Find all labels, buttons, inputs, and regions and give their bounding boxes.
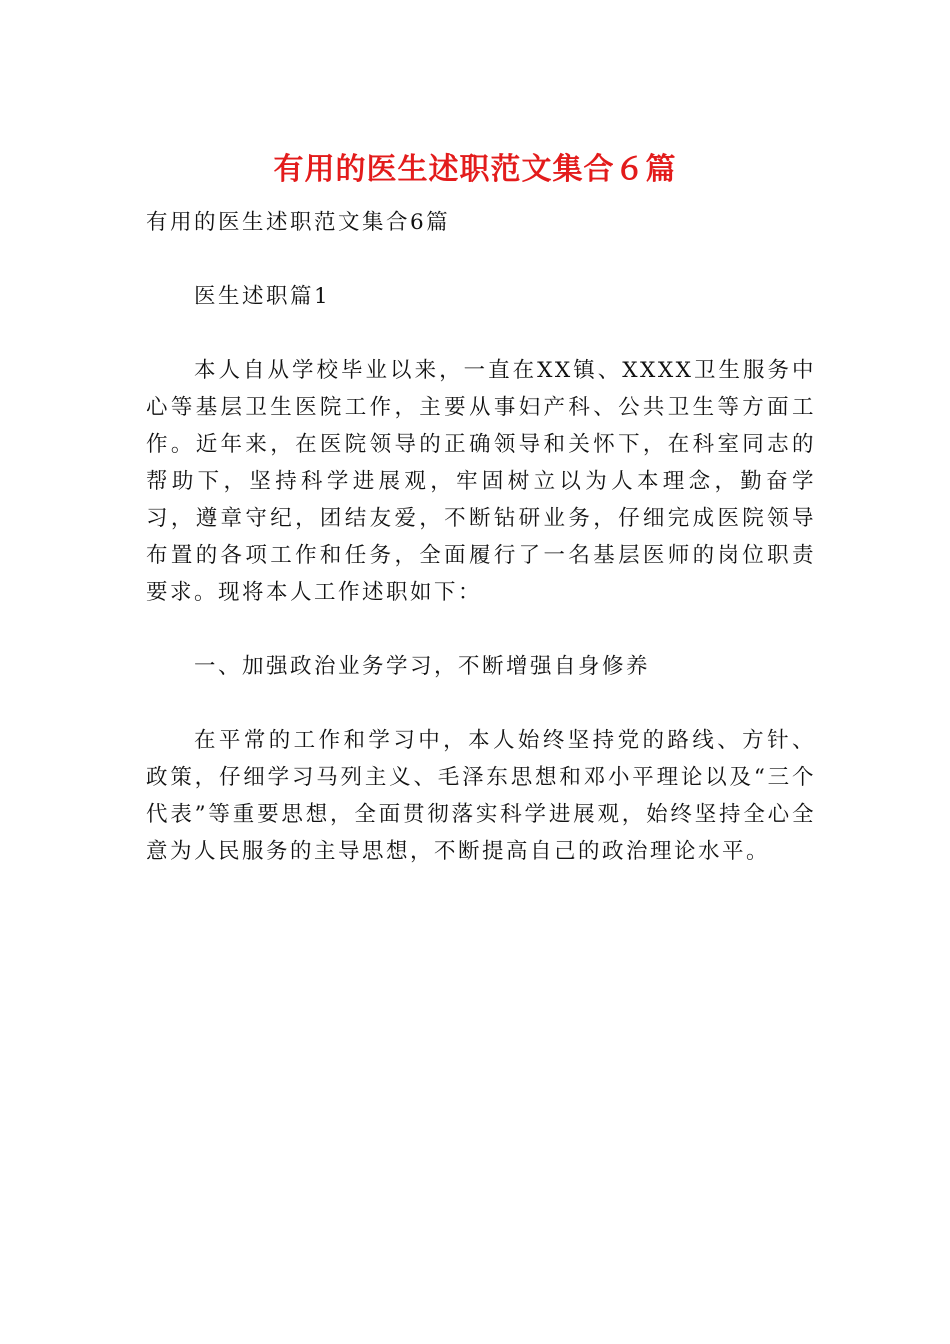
section-heading-1: 医生述职篇1 bbox=[194, 284, 331, 309]
subtitle-paragraph: 有用的医生述职范文集合6篇 bbox=[146, 210, 451, 235]
document-title: 有用的医生述职范文集合６篇 bbox=[273, 152, 677, 187]
body-paragraph-1: 本人自从学校毕业以来，一直在XX镇、XXXX卫生服务中心等基层卫生医院工作，主要从事妇产科、公共卫生等方面工作。近年来，在医院领导的正确领导和关怀下，在科室同志的帮助下，坚持科学进展观，牢固树立以为人本理念，勤奋学习，遵章守纪，团结友爱，不断钻研业务，仔细完成医院领导布置的各项工作和任务，全面履行了一名基层医师的岗位职责要求。现将本人工作述职如下： bbox=[146, 358, 816, 605]
section-heading-2: 一、加强政治业务学习，不断增强自身修养 bbox=[194, 654, 651, 679]
document-body bbox=[146, 204, 816, 907]
body-paragraph-2: 在平常的工作和学习中，本人始终坚持党的路线、方针、政策，仔细学习马列主义、毛泽东思想和邓小平理论以及“三个代表”等重要思想，全面贯彻落实科学进展观，始终坚持全心全意为人民服务的主导思想，不断提高自己的政治理论水平。 bbox=[146, 728, 816, 864]
